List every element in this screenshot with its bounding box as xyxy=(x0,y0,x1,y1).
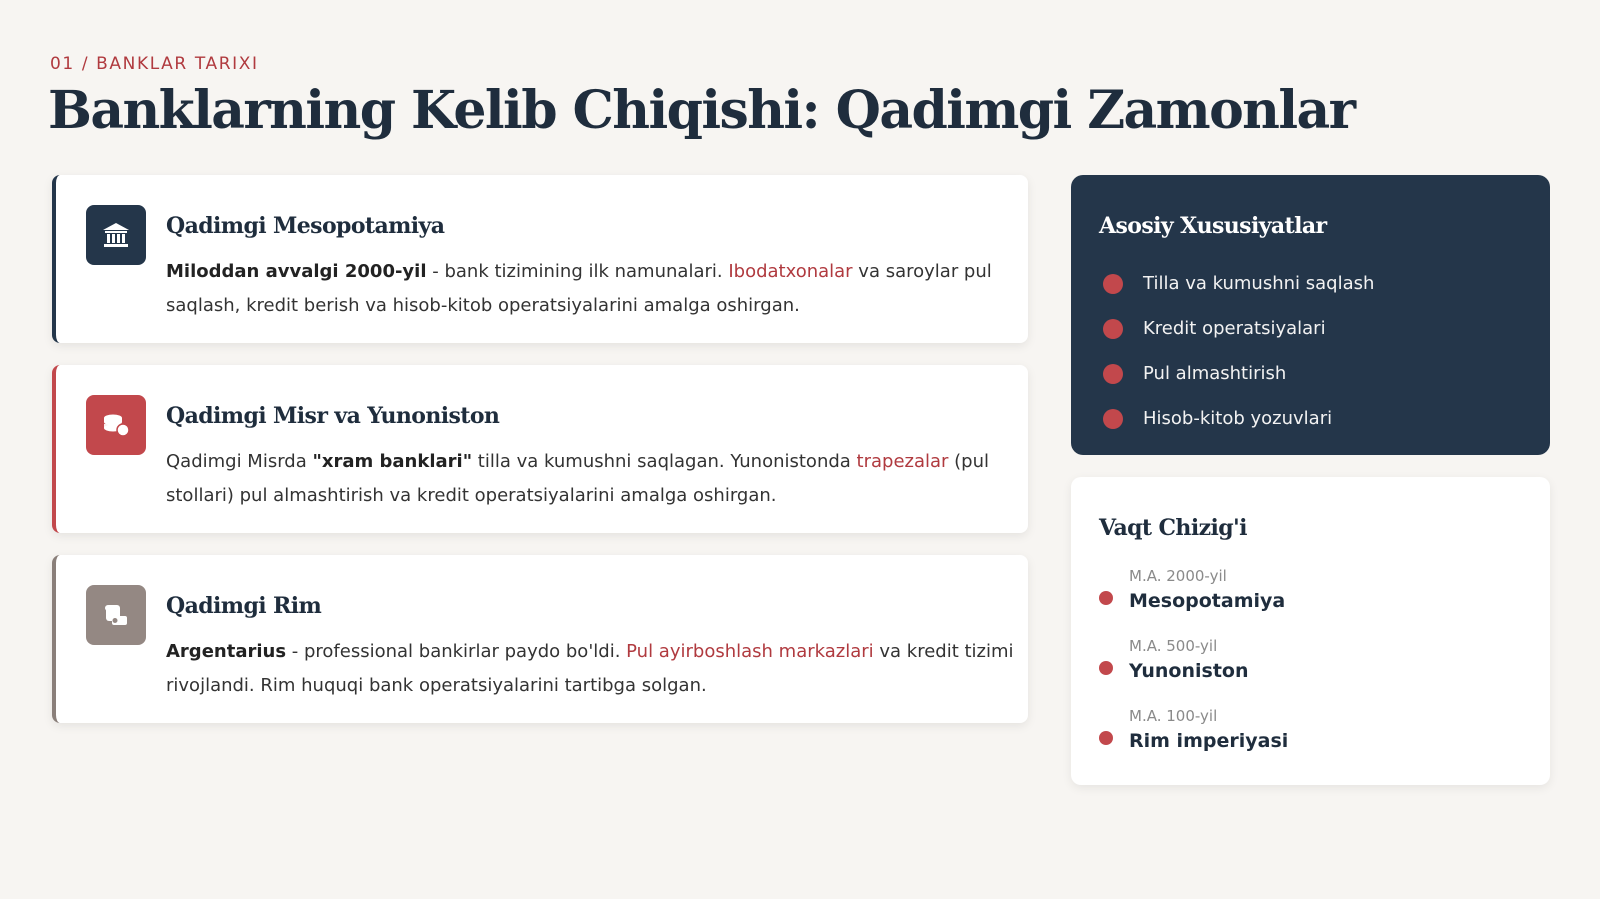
card-rome xyxy=(52,555,1028,723)
card-text-bold: "xram banklari" xyxy=(312,451,473,472)
feature-item xyxy=(1103,396,1374,441)
timeline-item xyxy=(1099,635,1288,705)
card-text-highlight: Ibodatxonalar xyxy=(728,261,853,282)
feature-item xyxy=(1103,306,1374,351)
card-text-part: - bank tizimining ilk namunalari. xyxy=(426,261,729,282)
timeline-dot-icon xyxy=(1099,661,1113,675)
card-text xyxy=(166,635,1016,703)
timeline-list xyxy=(1099,565,1288,775)
card-title: Qadimgi Rim xyxy=(166,593,322,619)
bullet-dot-icon xyxy=(1103,319,1123,339)
card-text-part: - professional bankirlar paydo bo'ldi. xyxy=(286,641,627,662)
timeline-item xyxy=(1099,705,1288,775)
feature-label: Kredit operatsiyalari xyxy=(1143,318,1326,339)
page-title: Banklarning Kelib Chiqishi: Qadimgi Zamonlar xyxy=(48,80,1355,141)
timeline-date: M.A. 2000-yil xyxy=(1129,567,1227,585)
card-title: Qadimgi Mesopotamiya xyxy=(166,213,445,239)
section-eyebrow: 01 / BANKLAR TARIXI xyxy=(50,54,259,74)
feature-label: Hisob-kitob yozuvlari xyxy=(1143,408,1333,429)
timeline-dot-icon xyxy=(1099,591,1113,605)
scroll-icon xyxy=(86,585,146,645)
feature-label: Pul almashtirish xyxy=(1143,363,1287,384)
timeline-name: Mesopotamiya xyxy=(1129,590,1286,612)
timeline-dot-icon xyxy=(1099,731,1113,745)
card-egypt-greece xyxy=(52,365,1028,533)
card-text-part: tilla va kumushni saqlagan. Yunonistonda xyxy=(472,451,857,472)
card-text-part: Qadimgi Misrda xyxy=(166,451,313,472)
timeline-date: M.A. 100-yil xyxy=(1129,707,1218,725)
card-text-bold: Argentarius xyxy=(166,641,287,662)
card-text-part: (pul stollari) pul almashtirish va kredit operatsiyalarini amalga oshirgan. xyxy=(166,451,990,506)
timeline-name: Rim imperiyasi xyxy=(1129,730,1289,752)
features-list xyxy=(1103,261,1374,441)
card-text-part: va saroylar pul saqlash, kredit berish va hisob-kitob operatsiyalarini amalga oshirgan. xyxy=(166,261,992,316)
card-title: Qadimgi Misr va Yunoniston xyxy=(166,403,500,429)
bank-building-icon xyxy=(86,205,146,265)
card-text-part: va kredit tizimi rivojlandi. Rim huquqi bank operatsiyalarini tartibga solgan. xyxy=(166,641,1014,696)
timeline-panel xyxy=(1071,477,1550,785)
feature-label: Tilla va kumushni saqlash xyxy=(1143,273,1375,294)
card-mesopotamia xyxy=(52,175,1028,343)
timeline-date: M.A. 500-yil xyxy=(1129,637,1218,655)
timeline-title: Vaqt Chizig'i xyxy=(1099,515,1247,541)
card-text-highlight: Pul ayirboshlash markazlari xyxy=(626,641,874,662)
coins-icon xyxy=(86,395,146,455)
card-text-highlight: trapezalar xyxy=(856,451,949,472)
feature-item xyxy=(1103,351,1374,396)
timeline-name: Yunoniston xyxy=(1129,660,1249,682)
key-features-panel xyxy=(1071,175,1550,455)
features-title: Asosiy Xususiyatlar xyxy=(1099,213,1327,239)
bullet-dot-icon xyxy=(1103,364,1123,384)
bullet-dot-icon xyxy=(1103,274,1123,294)
timeline-item xyxy=(1099,565,1288,635)
bullet-dot-icon xyxy=(1103,409,1123,429)
feature-item xyxy=(1103,261,1374,306)
card-text xyxy=(166,445,1016,513)
card-text-bold: Miloddan avvalgi 2000-yil xyxy=(166,261,427,282)
card-text xyxy=(166,255,1016,323)
